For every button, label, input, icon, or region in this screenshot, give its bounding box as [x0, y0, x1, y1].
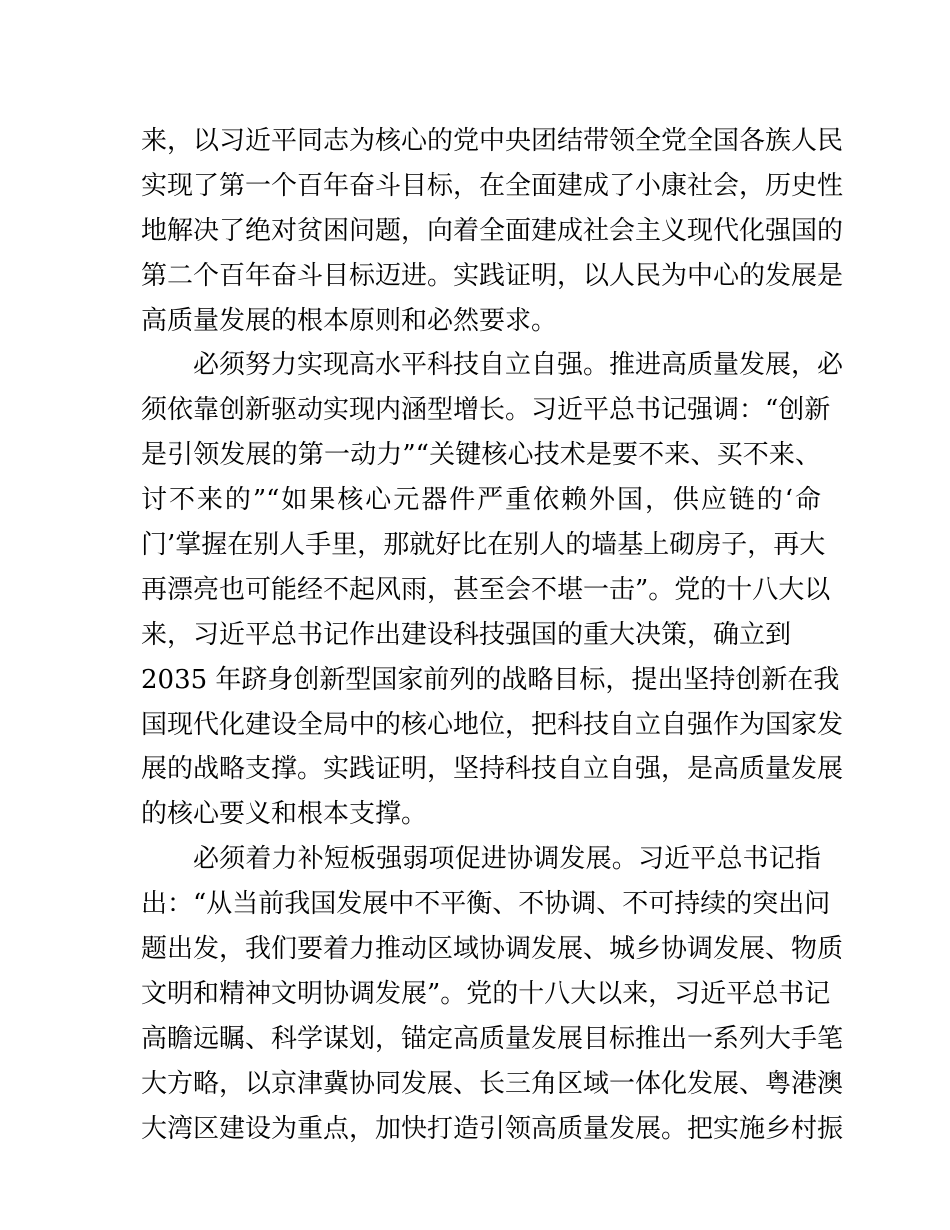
- text-line: 大方略，以京津冀协同发展、长三角区域一体化发展、粤港澳: [141, 1068, 844, 1099]
- text-line: 文明和精神文明协调发展”。党的十八大以来，习近平总书记: [141, 978, 831, 1009]
- text-line: 第二个百年奋斗目标迈进。实践证明，以人民为中心的发展是: [141, 260, 844, 291]
- text-line: 来，习近平总书记作出建设科技强国的重大决策，确立到: [141, 619, 792, 650]
- text-line: 是引领发展的第一动力”“关键核心技术是要不来、买不来、: [141, 440, 821, 471]
- text-line: 的核心要义和根本支撑。: [141, 799, 428, 830]
- text-line: 实现了第一个百年奋斗目标，在全面建成了小康社会，历史性: [141, 170, 844, 201]
- body-text: [141, 119, 844, 1151]
- text-line: 门’掌握在别人手里，那就好比在别人的墙基上砌房子，再大: [141, 530, 826, 561]
- paragraph-start-line: 必须努力实现高水平科技自立自强。推进高质量发展，必: [193, 350, 844, 381]
- text-line: 来，以习近平同志为核心的党中央团结带领全党全国各族人民: [141, 126, 844, 156]
- text-line: 出：“从当前我国发展中不平衡、不协调、不可持续的突出问: [141, 889, 831, 920]
- text-line: 国现代化建设全局中的核心地位，把科技自立自强作为国家发: [141, 709, 844, 740]
- paragraph-start-line: 必须着力补短板强弱项促进协调发展。习近平总书记指: [193, 844, 821, 875]
- text-line: 讨不来的”“如果核心元器件严重依赖外国，供应链的‘命: [141, 485, 821, 516]
- text-line: 大湾区建设为重点，加快打造引领高质量发展。把实施乡村振: [141, 1113, 844, 1144]
- text-line: 地解决了绝对贫困问题，向着全面建成社会主义现代化强国的: [141, 215, 844, 246]
- text-line: 展的战略支撑。实践证明，坚持科技自立自强，是高质量发展: [141, 754, 844, 785]
- text-line: 题出发，我们要着力推动区域协调发展、城乡协调发展、物质: [141, 934, 844, 965]
- text-line: 高质量发展的根本原则和必然要求。: [141, 305, 558, 336]
- text-line: 再漂亮也可能经不起风雨，甚至会不堪一击”。党的十八大以: [141, 574, 831, 605]
- text-line: 须依靠创新驱动实现内涵型增长。习近平总书记强调：“创新: [141, 395, 831, 426]
- text-line: 2035 年跻身创新型国家前列的战略目标，提出坚持创新在我: [141, 664, 840, 695]
- text-line: 高瞻远瞩、科学谋划，锚定高质量发展目标推出一系列大手笔: [141, 1023, 844, 1054]
